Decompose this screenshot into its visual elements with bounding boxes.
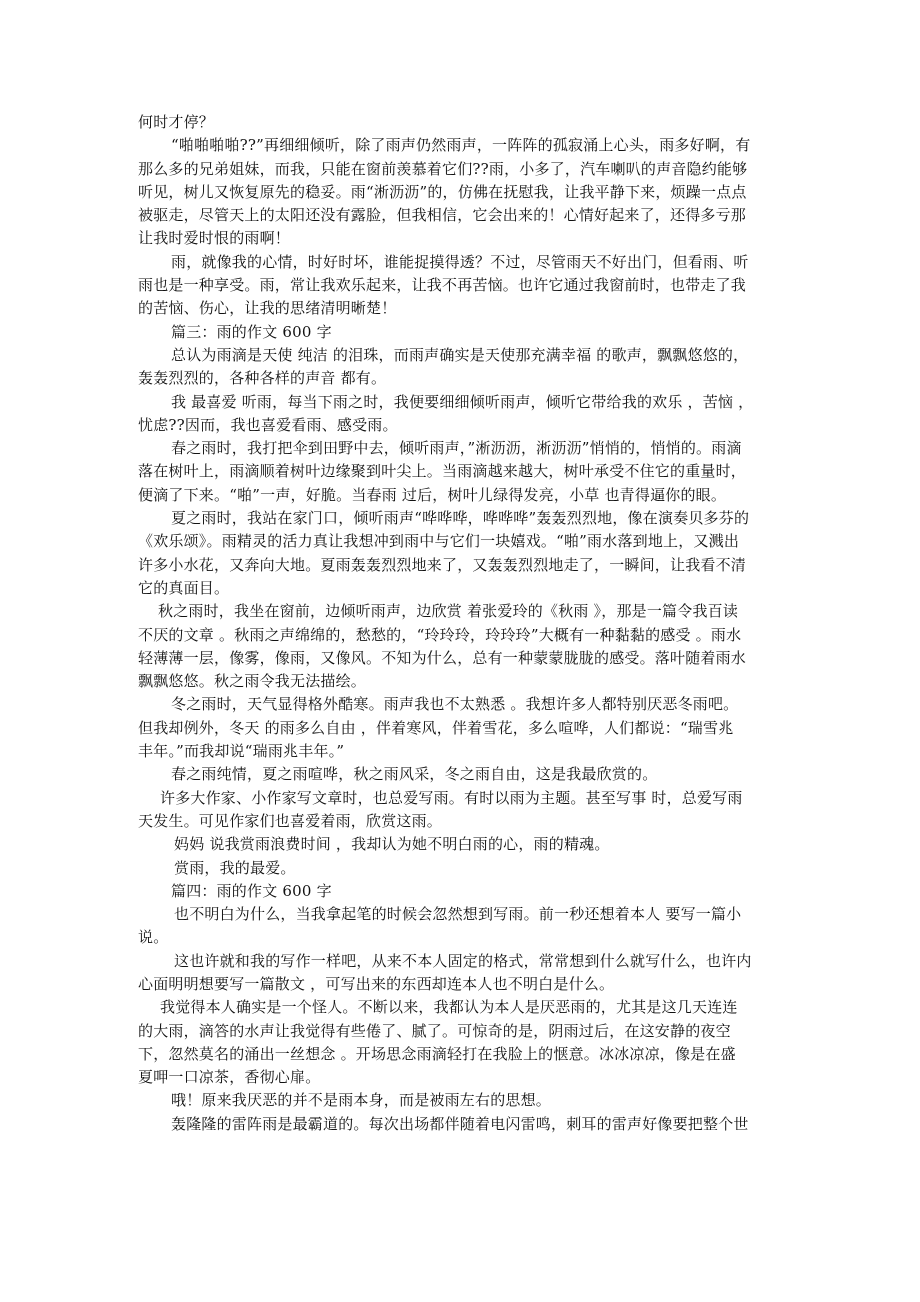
text-line: 春之雨纯情，夏之雨喧哗，秋之雨风采，冬之雨自由，这是我最欣赏的。	[171, 765, 658, 784]
text-line: 这也许就和我的写作一样吧，从来不本人固定的格式，常常想到什么就写什么，也许内	[174, 951, 752, 970]
text-line: 说。	[138, 928, 169, 947]
text-line: 哦！原来我厌恶的并不是雨本身，而是被雨左右的思想。	[171, 1091, 552, 1110]
text-line: 何时才停？	[138, 113, 215, 131]
text-line: 夏之雨时，我站在家门口，倾听雨声“哗哗哗，哗哗哗”轰轰烈烈地，像在演奏贝多芬的	[171, 509, 750, 528]
text-line: 也不明白为什么，当我拿起笔的时候会忽然想到写雨。前一秒还想着本人 要写一篇小	[174, 905, 742, 924]
text-line: 夏呷一口凉茶，香彻心扉。	[138, 1068, 321, 1087]
text-line: 赏雨，我的最爱。	[174, 858, 296, 877]
text-line: 听见，树儿又恢复原先的稳妥。雨“淅沥沥”的，仿佛在抚慰我，让我平静下来，烦躁一点点	[138, 182, 747, 201]
text-line: 的苦恼、伤心，让我的思绪清明晰楚！	[138, 299, 397, 318]
text-line: 心面明明想要写一篇散文 ，可写出来的东西却连本人也不明白是什么。	[138, 974, 615, 993]
text-line: 被驱走，尽管天上的太阳还没有露脸，但我相信，它会出来的！心情好起来了，还得多亏那	[138, 206, 747, 225]
text-line: 我觉得本人确实是一个怪人。不断以来，我都认为本人是厌恶雨的，尤其是这几天连连	[160, 998, 738, 1017]
text-line: 轰隆隆的雷阵雨是最霸道的。每次出场都伴随着电闪雷鸣，刺耳的雷声好像要把整个世	[171, 1114, 749, 1133]
text-line: 让我时爱时恨的雨啊！	[138, 229, 291, 248]
text-line: 落在树叶上，雨滴顺着树叶边缘聚到叶尖上。当雨滴越来越大，树叶承受不住它的重量时，	[138, 462, 747, 481]
section-heading: 篇三：雨的作文 600 字	[171, 322, 332, 341]
text-line: 忧虑??因而，我也喜爱看雨、感受雨。	[138, 415, 398, 434]
document-page	[138, 111, 798, 1136]
text-line: 许多大作家、小作家写文章时，也总爱写雨。有时以雨为主题。甚至写事 时，总爱写雨	[160, 788, 743, 807]
text-line: 轻薄薄一层，像雾，像雨，又像风。不知为什么，总有一种蒙蒙胧胧的感受。落叶随着雨水	[138, 648, 747, 667]
text-line: 我 最喜爱 听雨，每当下雨之时，我便要细细倾听雨声，倾听它带给我的欢乐 ，苦恼 ，	[171, 392, 754, 411]
section-heading: 篇四：雨的作文 600 字	[171, 881, 332, 900]
text-line: 那么多的兄弟姐妹，而我，只能在窗前羡慕着它们??雨，小多了，汽车喇叭的声音隐约能够	[138, 159, 748, 178]
text-line: 轰轰烈烈的，各种各样的声音 都有。	[138, 369, 387, 388]
text-line: 《欢乐颂》。雨精灵的活力真让我想冲到雨中与它们一块嬉戏。“啪”雨水落到地上，又溅出	[138, 532, 740, 551]
text-line: 天发生。可见作家们也喜爱着雨，欣赏这雨。	[138, 811, 443, 830]
text-line: 飘飘悠悠。秋之雨令我无法描绘。	[138, 672, 367, 691]
text-line: 它的真面目。	[138, 578, 230, 597]
text-line: 春之雨时，我打把伞到田野中去，倾听雨声，”淅沥沥，淅沥沥”悄悄的，悄悄的。雨滴	[171, 439, 742, 458]
text-line: 冬之雨时，天气显得格外酷寒。雨声我也不太熟悉 。我想许多人都特别厌恶冬雨吧。	[171, 695, 739, 714]
text-line: 丰年。”而我却说“瑞雨兆丰年。”	[138, 742, 345, 761]
text-line: 妈妈 说我赏雨浪费时间 ，我却认为她不明白雨的心，雨的精魂。	[174, 835, 610, 854]
text-line: 但我却例外，冬天 的雨多么自由 ，伴着寒风，伴着雪花，多么喧哗，人们都说：“瑞雪兆	[138, 718, 734, 737]
text-line: 雨也是一种享受。雨，常让我欢乐起来，让我不再苦恼。也许它通过我窗前时，也带走了我	[138, 276, 747, 295]
text-line: 雨，就像我的心情，时好时坏，谁能捉摸得透？不过，尽管雨天不好出门，但看雨、听	[171, 252, 749, 271]
text-line: 下，忽然莫名的涌出一丝想念 。开场思念雨滴轻打在我脸上的惬意。冰冰凉凉，像是在盛	[138, 1044, 736, 1063]
text-line: 秋之雨时，我坐在窗前，边倾听雨声，边欣赏 着张爱玲的《秋雨 》，那是一篇令我百读	[158, 602, 739, 621]
text-line: “啪啪啪啪??”再细细倾听，除了雨声仍然雨声，一阵阵的孤寂涌上心头，雨多好啊，有	[171, 136, 751, 155]
text-line: 总认为雨滴是天使 纯洁 的泪珠，而雨声确实是天使那充满幸福 的歌声，飘飘悠悠的，	[171, 345, 749, 364]
text-line: 许多小水花，又奔向大地。夏雨轰轰烈烈地来了，又轰轰烈烈地走了，一瞬间，让我看不清	[138, 555, 747, 574]
text-line: 不厌的文章 。秋雨之声绵绵的，愁愁的，“玲玲玲，玲玲玲”大概有一种黏黏的感受 。雨水	[138, 625, 742, 644]
text-line: 的大雨，滴答的水声让我觉得有些倦了、腻了。可惊奇的是，阴雨过后，在这安静的夜空	[138, 1021, 731, 1040]
text-line: 便滴了下来。“啪”一声，好脆。当春雨 过后，树叶儿绿得发亮，小草 也青得逼你的眼。	[138, 485, 727, 504]
